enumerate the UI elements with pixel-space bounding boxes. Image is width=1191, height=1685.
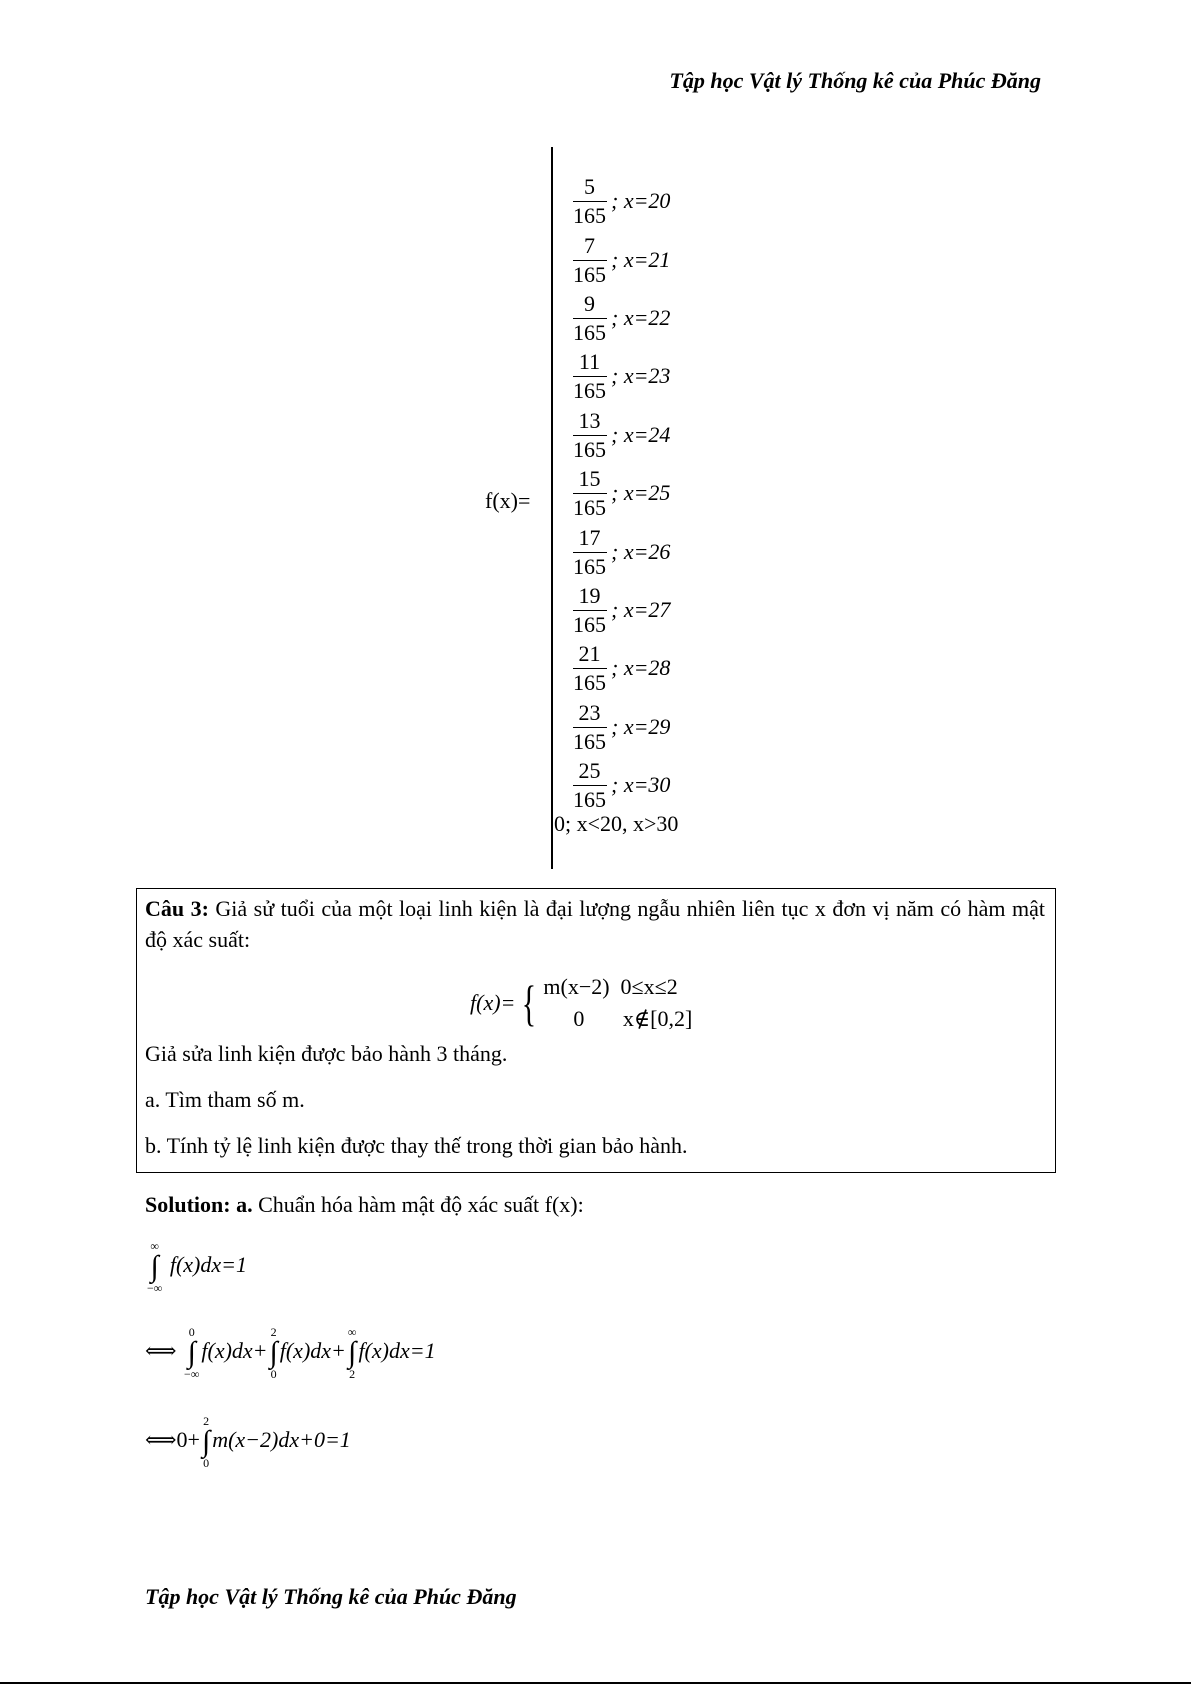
fraction-numerator: 9	[573, 292, 607, 319]
fraction	[570, 175, 609, 227]
fraction	[570, 350, 609, 402]
piecewise-row	[570, 756, 670, 814]
fraction-numerator: 19	[573, 584, 607, 611]
piecewise-row	[570, 406, 670, 464]
fraction-numerator: 21	[573, 642, 607, 669]
piecewise-lhs: f(x)=	[485, 488, 531, 513]
fraction-denominator: 165	[573, 203, 606, 229]
solution-label: Solution: a.	[145, 1192, 253, 1217]
solution-heading	[145, 1192, 584, 1218]
fraction-denominator: 165	[573, 670, 606, 696]
fraction	[570, 234, 609, 286]
question-label: Câu 3:	[145, 896, 209, 921]
fraction-numerator: 5	[573, 175, 607, 202]
fraction-numerator: 13	[573, 409, 607, 436]
fraction-denominator: 165	[573, 436, 606, 462]
fraction-denominator: 165	[573, 261, 606, 287]
integral-icon: ∞ ∫ −∞	[147, 1239, 163, 1295]
fraction-denominator: 165	[573, 728, 606, 754]
fraction-denominator: 165	[573, 319, 606, 345]
fraction	[570, 642, 609, 694]
left-brace-icon: {	[522, 975, 537, 1031]
fraction	[570, 759, 609, 811]
fraction-numerator: 7	[573, 234, 607, 261]
question-line-3: b. Tính tỷ lệ linh kiện được thay thế trong thời gian bảo hành.	[145, 1133, 688, 1158]
fraction-numerator: 25	[573, 759, 607, 786]
footer-rule	[0, 1682, 1191, 1684]
integral-icon: ∞ ∫ 2	[347, 1325, 357, 1381]
row-condition: ; x=20	[611, 188, 671, 214]
equivalence-arrow-icon: ⟺	[145, 1338, 177, 1364]
piecewise-row	[570, 347, 670, 405]
fraction	[570, 584, 609, 636]
fraction	[570, 467, 609, 519]
equivalence-arrow-icon: ⟺	[145, 1427, 177, 1453]
fraction	[570, 701, 609, 753]
integral-icon: 0 ∫ −∞	[184, 1325, 200, 1381]
fraction	[570, 409, 609, 461]
fraction-numerator: 17	[573, 526, 607, 553]
row-condition: ; x=28	[611, 655, 671, 681]
fraction-denominator: 165	[573, 553, 606, 579]
row-condition: ; x=27	[611, 596, 671, 622]
row-condition: ; x=25	[611, 480, 671, 506]
header-title: Tập học Vật lý Thống kê của Phúc Đăng	[669, 68, 1041, 93]
row-condition: ; x=22	[611, 304, 671, 330]
equation-2: ⟺ 0 ∫ −∞ f(x)dx+ 2 ∫ 0 f(x)dx+ ∞ ∫ 2 f(x)dx=1	[145, 1325, 436, 1381]
piecewise-last-row: 0; x<20, x>30	[554, 811, 679, 836]
solution-text: Chuẩn hóa hàm mật độ xác suất f(x):	[252, 1192, 584, 1217]
row-condition: ; x=30	[611, 772, 671, 798]
row-condition: ; x=23	[611, 363, 671, 389]
piecewise-rows	[570, 172, 670, 814]
row-condition: ; x=24	[611, 421, 671, 447]
pdf-case-1: m(x−2) 0≤x≤2	[543, 974, 678, 999]
pdf-case-2: 0 x∉[0,2]	[573, 1006, 693, 1031]
pdf-definition	[470, 971, 692, 1035]
row-condition: ; x=29	[611, 713, 671, 739]
fraction	[570, 526, 609, 578]
pdf-cases	[543, 971, 692, 1035]
piecewise-brace	[551, 147, 553, 869]
question-body: Giả sử tuổi của một loại linh kiện là đại lượng ngẫu nhiên liên tục x đơn vị năm có hàm mật độ xác suất:	[145, 896, 1045, 952]
question-line-1: Giả sửa linh kiện được bảo hành 3 tháng.	[145, 1041, 508, 1066]
piecewise-row	[570, 698, 670, 756]
row-condition: ; x=21	[611, 246, 671, 272]
piecewise-row	[570, 639, 670, 697]
fraction-denominator: 165	[573, 787, 606, 813]
question-box	[136, 888, 1056, 1173]
fraction-numerator: 11	[573, 350, 607, 377]
piecewise-row	[570, 581, 670, 639]
piecewise-row	[570, 464, 670, 522]
pdf-lhs: f(x)=	[470, 990, 516, 1015]
row-condition: ; x=26	[611, 538, 671, 564]
fraction	[570, 292, 609, 344]
fraction-denominator: 165	[573, 611, 606, 637]
fraction-numerator: 23	[573, 701, 607, 728]
piecewise-row	[570, 289, 670, 347]
piecewise-row	[570, 230, 670, 288]
fraction-denominator: 165	[573, 495, 606, 521]
question-text	[145, 893, 1045, 955]
question-line-2: a. Tìm tham số m.	[145, 1087, 305, 1112]
piecewise-row	[570, 522, 670, 580]
equation-3: ⟺0+ 2 ∫ 0 m(x−2)dx+0=1	[145, 1414, 351, 1470]
fraction-numerator: 15	[573, 467, 607, 494]
integral-icon: 2 ∫ 0	[269, 1325, 278, 1381]
footer-title: Tập học Vật lý Thống kê của Phúc Đăng	[145, 1584, 517, 1609]
piecewise-row	[570, 172, 670, 230]
fraction-denominator: 165	[573, 378, 606, 404]
equation-1: ∞ ∫ −∞ f(x)dx=1	[147, 1239, 247, 1295]
integral-icon: 2 ∫ 0	[201, 1414, 211, 1470]
